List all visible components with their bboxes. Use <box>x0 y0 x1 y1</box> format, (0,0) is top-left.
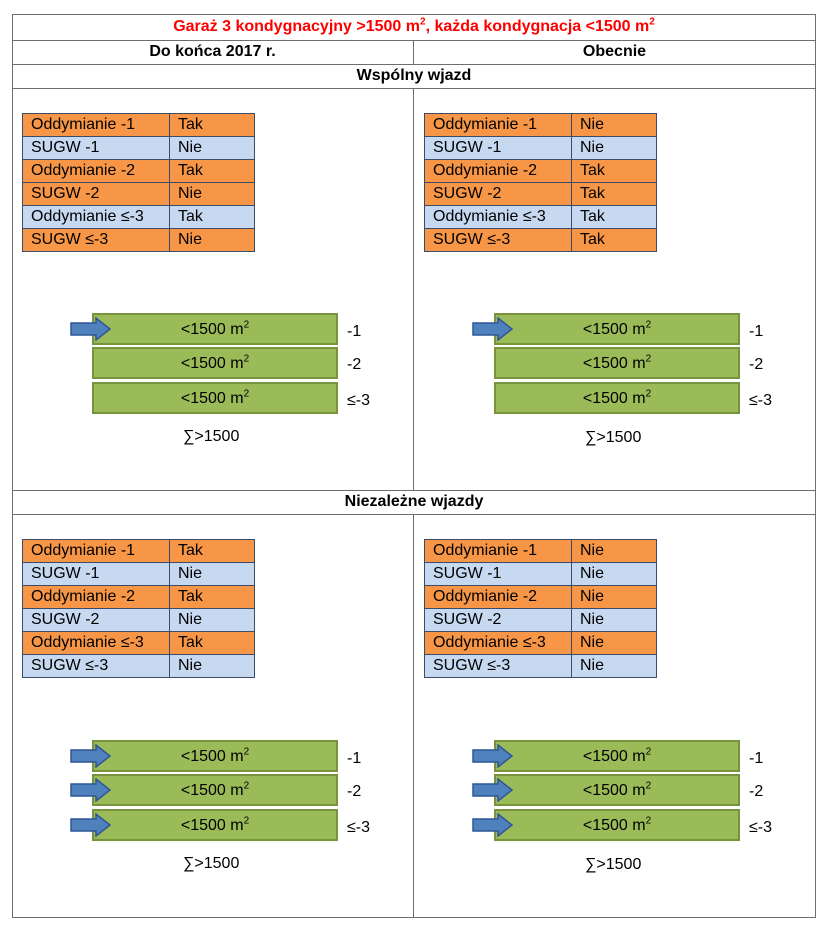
row-label: Oddymianie -2 <box>23 586 170 609</box>
level-box <box>494 382 740 414</box>
level-label: -1 <box>347 323 362 340</box>
row-label: Oddymianie -1 <box>425 540 572 563</box>
row-value: Nie <box>572 563 657 586</box>
level-box <box>494 347 740 379</box>
level-area-unit: 2 <box>645 746 652 758</box>
level-label: -1 <box>749 750 764 767</box>
level-area: <1500 m <box>180 817 244 834</box>
level-box <box>494 313 740 345</box>
level-label: ≤-3 <box>347 392 371 409</box>
level-box <box>494 809 740 841</box>
level-box <box>92 740 338 772</box>
level-box <box>494 774 740 806</box>
table-row <box>425 229 657 252</box>
table-row <box>23 540 255 563</box>
row-label: SUGW ≤-3 <box>23 655 170 678</box>
row-value: Nie <box>170 229 255 252</box>
level-area-unit: 2 <box>243 319 250 331</box>
level-area: <1500 m <box>582 817 646 834</box>
row-value: Nie <box>572 586 657 609</box>
level-label: ≤-3 <box>749 819 773 836</box>
table-row <box>425 655 657 678</box>
divider <box>12 88 816 89</box>
table-row <box>425 206 657 229</box>
row-value: Tak <box>170 206 255 229</box>
row-value: Tak <box>572 160 657 183</box>
level-area: <1500 m <box>582 782 646 799</box>
level-area-unit: 2 <box>243 780 250 792</box>
level-label: ≤-3 <box>347 819 371 836</box>
table-row <box>425 586 657 609</box>
level-area-unit: 2 <box>243 815 250 827</box>
row-value: Tak <box>170 540 255 563</box>
status-table <box>424 113 657 252</box>
table-row <box>425 609 657 632</box>
entrance-arrow-icon <box>472 813 514 837</box>
row-value: Nie <box>572 540 657 563</box>
level-area: <1500 m <box>180 321 244 338</box>
level-area-unit: 2 <box>645 353 652 365</box>
level-label: -1 <box>347 750 362 767</box>
row-value: Tak <box>572 206 657 229</box>
section-header-independent: Niezależne wjazdy <box>344 493 484 510</box>
level-box <box>92 313 338 345</box>
row-value: Nie <box>170 183 255 206</box>
row-label: SUGW -1 <box>425 563 572 586</box>
level-box <box>92 809 338 841</box>
page-title: Garaż 3 kondygnacyjny >1500 $m^2$, każda kondygnacja <1500 $m^2$ <box>173 16 655 35</box>
row-value: Tak <box>572 183 657 206</box>
row-value: Tak <box>170 160 255 183</box>
level-area: <1500 m <box>582 321 646 338</box>
row-label: Oddymianie ≤-3 <box>23 206 170 229</box>
level-area-unit: 2 <box>243 388 250 400</box>
row-value: Nie <box>572 655 657 678</box>
table-row <box>425 160 657 183</box>
row-label: SUGW -1 <box>23 137 170 160</box>
entrance-arrow-icon <box>472 744 514 768</box>
table-row <box>425 114 657 137</box>
area-sum: ∑>1500 <box>183 855 240 872</box>
row-label: Oddymianie ≤-3 <box>425 206 572 229</box>
table-row <box>23 183 255 206</box>
row-label: Oddymianie -2 <box>23 160 170 183</box>
status-table <box>424 539 657 678</box>
row-value: Nie <box>572 137 657 160</box>
table-row <box>23 655 255 678</box>
table-row <box>23 563 255 586</box>
area-sum: ∑>1500 <box>585 429 642 446</box>
level-area: <1500 m <box>582 390 646 407</box>
entrance-arrow-icon <box>472 778 514 802</box>
row-label: SUGW -1 <box>23 563 170 586</box>
row-label: SUGW -2 <box>23 183 170 206</box>
column-divider <box>413 88 414 490</box>
row-label: SUGW -2 <box>23 609 170 632</box>
row-label: SUGW ≤-3 <box>425 655 572 678</box>
table-row <box>425 632 657 655</box>
level-area: <1500 m <box>180 390 244 407</box>
row-value: Nie <box>170 609 255 632</box>
status-table <box>22 113 255 252</box>
row-value: Nie <box>170 563 255 586</box>
area-sum: ∑>1500 <box>585 856 642 873</box>
level-label: -2 <box>749 356 764 373</box>
level-box <box>92 347 338 379</box>
row-value: Tak <box>170 586 255 609</box>
level-label: ≤-3 <box>749 392 773 409</box>
entrance-arrow-icon <box>70 317 112 341</box>
level-label: -2 <box>749 783 764 800</box>
level-area: <1500 m <box>582 748 646 765</box>
table-row <box>23 114 255 137</box>
level-area: <1500 m <box>180 782 244 799</box>
row-label: SUGW -2 <box>425 183 572 206</box>
table-row <box>23 609 255 632</box>
level-label: -2 <box>347 783 362 800</box>
table-row <box>23 206 255 229</box>
column-header-left: Do końca 2017 r. <box>149 43 276 60</box>
level-box <box>92 774 338 806</box>
row-value: Nie <box>572 114 657 137</box>
row-label: SUGW -2 <box>425 609 572 632</box>
row-label: Oddymianie -1 <box>425 114 572 137</box>
status-table <box>22 539 255 678</box>
section-header-shared: Wspólny wjazd <box>356 67 472 84</box>
area-sum: ∑>1500 <box>183 428 240 445</box>
row-label: SUGW ≤-3 <box>23 229 170 252</box>
level-area-unit: 2 <box>645 388 652 400</box>
level-area: <1500 m <box>180 355 244 372</box>
table-row <box>23 137 255 160</box>
row-value: Tak <box>572 229 657 252</box>
entrance-arrow-icon <box>70 813 112 837</box>
table-row <box>23 632 255 655</box>
row-value: Tak <box>170 632 255 655</box>
level-area: <1500 m <box>582 355 646 372</box>
entrance-arrow-icon <box>472 317 514 341</box>
row-label: SUGW ≤-3 <box>425 229 572 252</box>
level-area-unit: 2 <box>243 353 250 365</box>
column-divider <box>413 514 414 918</box>
level-area-unit: 2 <box>243 746 250 758</box>
level-area: <1500 m <box>180 748 244 765</box>
table-row <box>23 160 255 183</box>
table-row <box>425 563 657 586</box>
level-area-unit: 2 <box>645 780 652 792</box>
row-label: Oddymianie -1 <box>23 114 170 137</box>
row-value: Nie <box>170 137 255 160</box>
level-area-unit: 2 <box>645 815 652 827</box>
row-label: Oddymianie -2 <box>425 160 572 183</box>
table-row <box>23 586 255 609</box>
level-box <box>494 740 740 772</box>
divider <box>12 514 816 515</box>
level-label: -2 <box>347 356 362 373</box>
table-row <box>425 183 657 206</box>
row-label: Oddymianie ≤-3 <box>23 632 170 655</box>
row-value: Tak <box>170 114 255 137</box>
row-value: Nie <box>572 609 657 632</box>
column-header-right: Obecnie <box>582 43 647 60</box>
row-label: Oddymianie -2 <box>425 586 572 609</box>
row-label: SUGW -1 <box>425 137 572 160</box>
entrance-arrow-icon <box>70 744 112 768</box>
row-value: Nie <box>170 655 255 678</box>
table-row <box>23 229 255 252</box>
level-label: -1 <box>749 323 764 340</box>
entrance-arrow-icon <box>70 778 112 802</box>
table-row <box>425 540 657 563</box>
row-label: Oddymianie ≤-3 <box>425 632 572 655</box>
level-box <box>92 382 338 414</box>
table-row <box>425 137 657 160</box>
row-label: Oddymianie -1 <box>23 540 170 563</box>
level-area-unit: 2 <box>645 319 652 331</box>
row-value: Nie <box>572 632 657 655</box>
